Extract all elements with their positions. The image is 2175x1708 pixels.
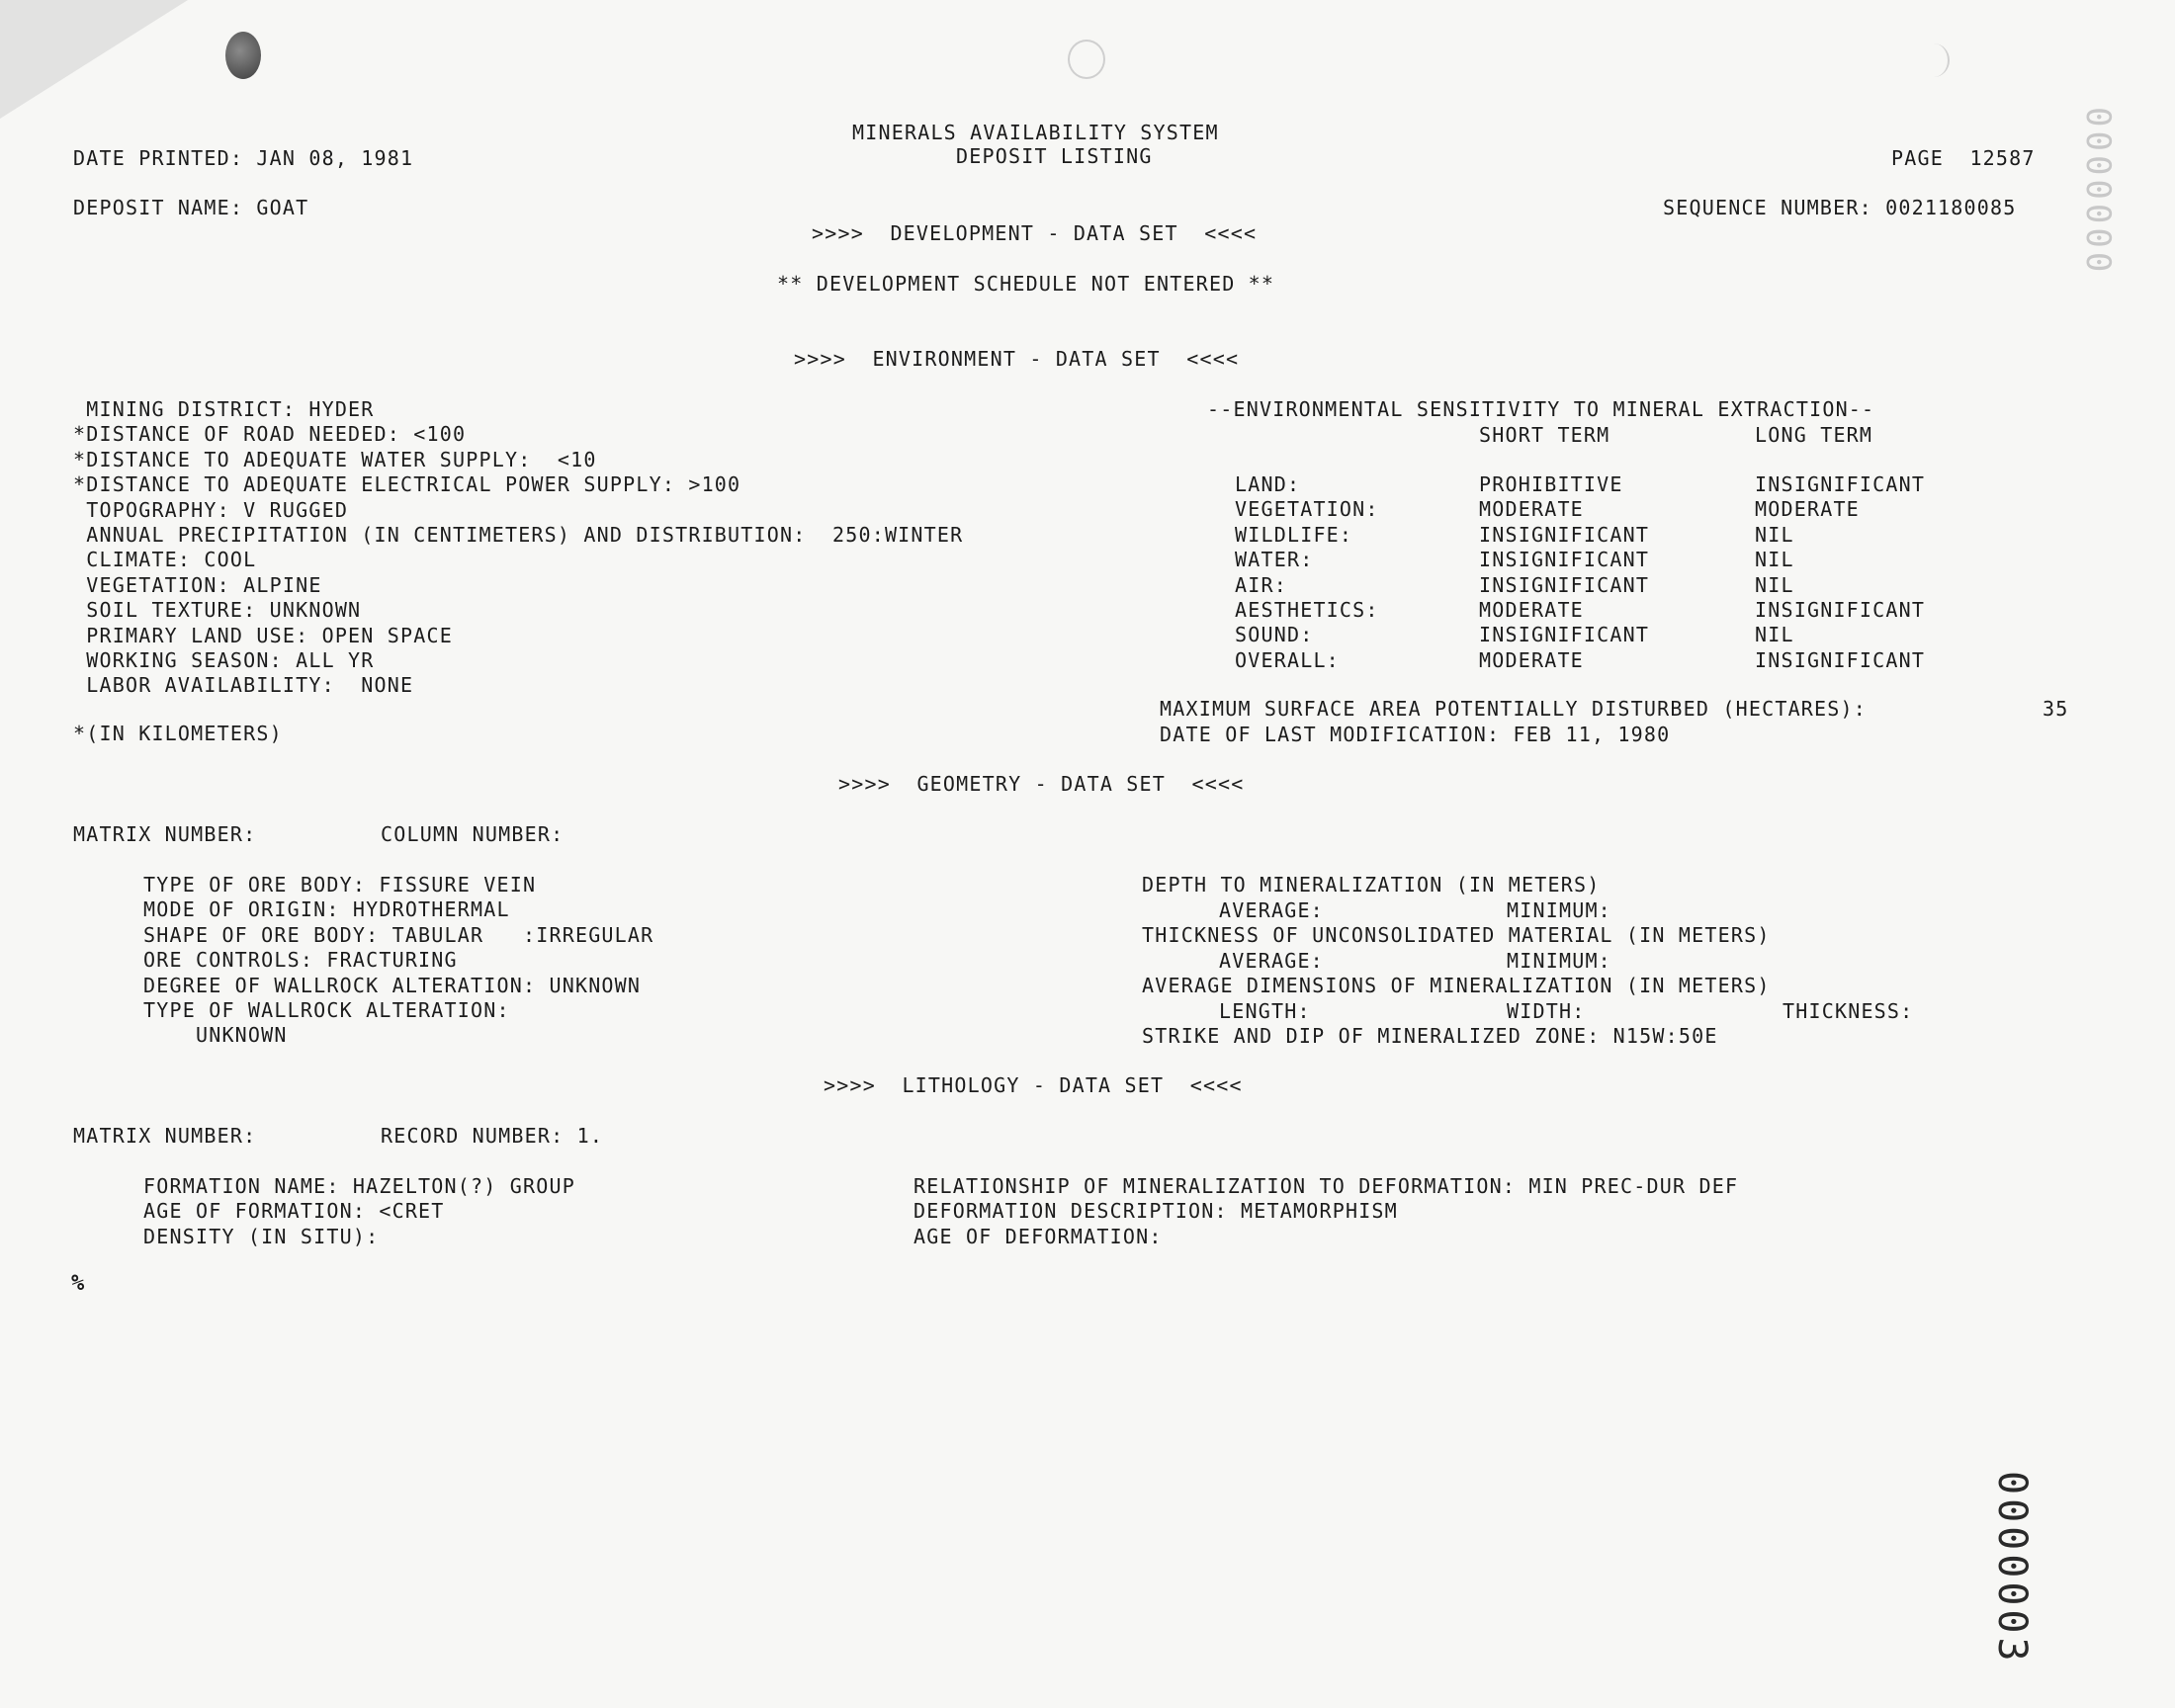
sensitivity-long-term: NIL	[1755, 548, 1794, 572]
last-modification: DATE OF LAST MODIFICATION: FEB 11, 1980	[1160, 723, 1671, 746]
sensitivity-col-long: LONG TERM	[1755, 423, 1873, 447]
date-printed: DATE PRINTED: JAN 08, 1981	[73, 146, 414, 170]
sensitivity-long-term: NIL	[1755, 572, 1794, 597]
geometry-line: DEGREE OF WALLROCK ALTERATION: UNKNOWN	[143, 973, 642, 997]
thickness-title: THICKNESS OF UNCONSOLIDATED MATERIAL (IN METERS)	[1142, 923, 1771, 947]
faint-punch-hole-right	[1918, 43, 1950, 77]
environment-line: WORKING SEASON: ALL YR	[73, 648, 375, 672]
thickness-minimum-label: MINIMUM:	[1507, 949, 1611, 973]
environment-line: CLIMATE: COOL	[73, 548, 257, 572]
geometry-line: SHAPE OF ORE BODY: TABULAR :IRREGULAR	[143, 922, 654, 947]
sensitivity-label: AIR:	[1235, 572, 1287, 597]
environment-line: LABOR AVAILABILITY: NONE	[73, 673, 414, 698]
thickness-average-label: AVERAGE:	[1219, 949, 1324, 973]
sensitivity-long-term: NIL	[1755, 522, 1794, 547]
max-surface-value: 35	[2043, 697, 2069, 721]
sensitivity-short-term: INSIGNIFICANT	[1479, 623, 1650, 647]
geometry-line: TYPE OF WALLROCK ALTERATION:	[143, 998, 510, 1022]
lithology-deformation-line: DEFORMATION DESCRIPTION: METAMORPHISM	[914, 1199, 1398, 1224]
lithology-deformation-line: AGE OF DEFORMATION:	[914, 1224, 1163, 1248]
development-heading: >>>> DEVELOPMENT - DATA SET <<<<	[812, 221, 1258, 245]
deposit-name: DEPOSIT NAME: GOAT	[73, 196, 309, 219]
sensitivity-label: WILDLIFE:	[1235, 522, 1353, 547]
sensitivity-short-term: INSIGNIFICANT	[1479, 572, 1650, 597]
faint-punch-hole	[1068, 40, 1105, 79]
environment-footnote: *(IN KILOMETERS)	[73, 722, 283, 745]
environment-line: ANNUAL PRECIPITATION (IN CENTIMETERS) AND DISTRIBUTION: 250:WINTER	[73, 523, 964, 547]
environment-line: *DISTANCE OF ROAD NEEDED: <100	[73, 422, 467, 447]
max-surface-label: MAXIMUM SURFACE AREA POTENTIALLY DISTURBED (HECTARES):	[1160, 697, 1868, 721]
sensitivity-label: LAND:	[1235, 472, 1301, 496]
system-title: MINERALS AVAILABILITY SYSTEM	[852, 121, 1219, 144]
sensitivity-short-term: MODERATE	[1479, 497, 1584, 522]
sensitivity-label: AESTHETICS:	[1235, 598, 1379, 622]
environment-line: PRIMARY LAND USE: OPEN SPACE	[73, 623, 453, 647]
sensitivity-long-term: MODERATE	[1755, 497, 1860, 522]
lithology-heading: >>>> LITHOLOGY - DATA SET <<<<	[824, 1073, 1243, 1097]
sensitivity-short-term: PROHIBITIVE	[1479, 472, 1623, 496]
length-label: LENGTH:	[1219, 999, 1311, 1023]
report-title: DEPOSIT LISTING	[956, 144, 1153, 168]
geometry-line: UNKNOWN	[143, 1023, 288, 1048]
geometry-column-number: COLUMN NUMBER:	[381, 822, 565, 846]
geometry-matrix-number: MATRIX NUMBER:	[73, 822, 257, 846]
width-label: WIDTH:	[1507, 999, 1586, 1023]
sensitivity-label: OVERALL:	[1235, 647, 1340, 672]
sensitivity-title: --ENVIRONMENTAL SENSITIVITY TO MINERAL EXTRACTION--	[1207, 397, 1875, 421]
lithology-line: DENSITY (IN SITU):	[143, 1224, 380, 1248]
geometry-line: MODE OF ORIGIN: HYDROTHERMAL	[143, 897, 510, 922]
environment-line: *DISTANCE TO ADEQUATE ELECTRICAL POWER SUPPLY: >100	[73, 472, 741, 497]
environment-line: *DISTANCE TO ADEQUATE WATER SUPPLY: <10	[73, 447, 597, 471]
serial-stamp-bottom: 0000003	[1989, 1471, 2035, 1665]
lithology-record-number: RECORD NUMBER: 1.	[381, 1124, 604, 1148]
thickness-label: THICKNESS:	[1783, 999, 1914, 1023]
sensitivity-short-term: MODERATE	[1479, 647, 1584, 672]
sensitivity-short-term: INSIGNIFICANT	[1479, 522, 1650, 547]
environment-heading: >>>> ENVIRONMENT - DATA SET <<<<	[794, 347, 1240, 371]
sensitivity-short-term: INSIGNIFICANT	[1479, 548, 1650, 572]
sensitivity-label: WATER:	[1235, 548, 1314, 572]
sensitivity-long-term: INSIGNIFICANT	[1755, 647, 1926, 672]
folded-corner	[0, 0, 188, 119]
sequence-number: SEQUENCE NUMBER: 0021180085	[1663, 196, 2017, 219]
environment-line: VEGETATION: ALPINE	[73, 572, 322, 597]
environment-line: SOIL TEXTURE: UNKNOWN	[73, 598, 362, 623]
sensitivity-long-term: INSIGNIFICANT	[1755, 598, 1926, 622]
development-note: ** DEVELOPMENT SCHEDULE NOT ENTERED **	[777, 272, 1275, 296]
sensitivity-label: SOUND:	[1235, 623, 1314, 647]
lithology-deformation-line: RELATIONSHIP OF MINERALIZATION TO DEFORMATION: MIN PREC-DUR DEF	[914, 1174, 1739, 1198]
percent-mark: %	[71, 1271, 85, 1296]
lithology-line: AGE OF FORMATION: <CRET	[143, 1199, 445, 1224]
sensitivity-long-term: NIL	[1755, 623, 1794, 647]
punch-hole-mark	[225, 32, 261, 79]
sensitivity-short-term: MODERATE	[1479, 598, 1584, 622]
strike-dip: STRIKE AND DIP OF MINERALIZED ZONE: N15W:50E	[1142, 1024, 1718, 1048]
geometry-line: TYPE OF ORE BODY: FISSURE VEIN	[143, 873, 537, 897]
sensitivity-col-short: SHORT TERM	[1479, 423, 1610, 447]
depth-minimum-label: MINIMUM:	[1507, 898, 1611, 922]
lithology-matrix-number: MATRIX NUMBER:	[73, 1124, 257, 1148]
depth-average-label: AVERAGE:	[1219, 898, 1324, 922]
sensitivity-long-term: INSIGNIFICANT	[1755, 472, 1926, 496]
geometry-line: ORE CONTROLS: FRACTURING	[143, 948, 458, 973]
geometry-heading: >>>> GEOMETRY - DATA SET <<<<	[838, 772, 1245, 796]
serial-stamp-top: 0000000	[2078, 107, 2118, 277]
depth-title: DEPTH TO MINERALIZATION (IN METERS)	[1142, 873, 1601, 897]
dimensions-title: AVERAGE DIMENSIONS OF MINERALIZATION (IN METERS)	[1142, 974, 1771, 997]
environment-line: TOPOGRAPHY: V RUGGED	[73, 497, 349, 522]
page-number: PAGE 12587	[1891, 146, 2036, 170]
environment-line: MINING DISTRICT: HYDER	[73, 397, 375, 421]
lithology-line: FORMATION NAME: HAZELTON(?) GROUP	[143, 1174, 575, 1198]
sensitivity-label: VEGETATION:	[1235, 497, 1379, 522]
